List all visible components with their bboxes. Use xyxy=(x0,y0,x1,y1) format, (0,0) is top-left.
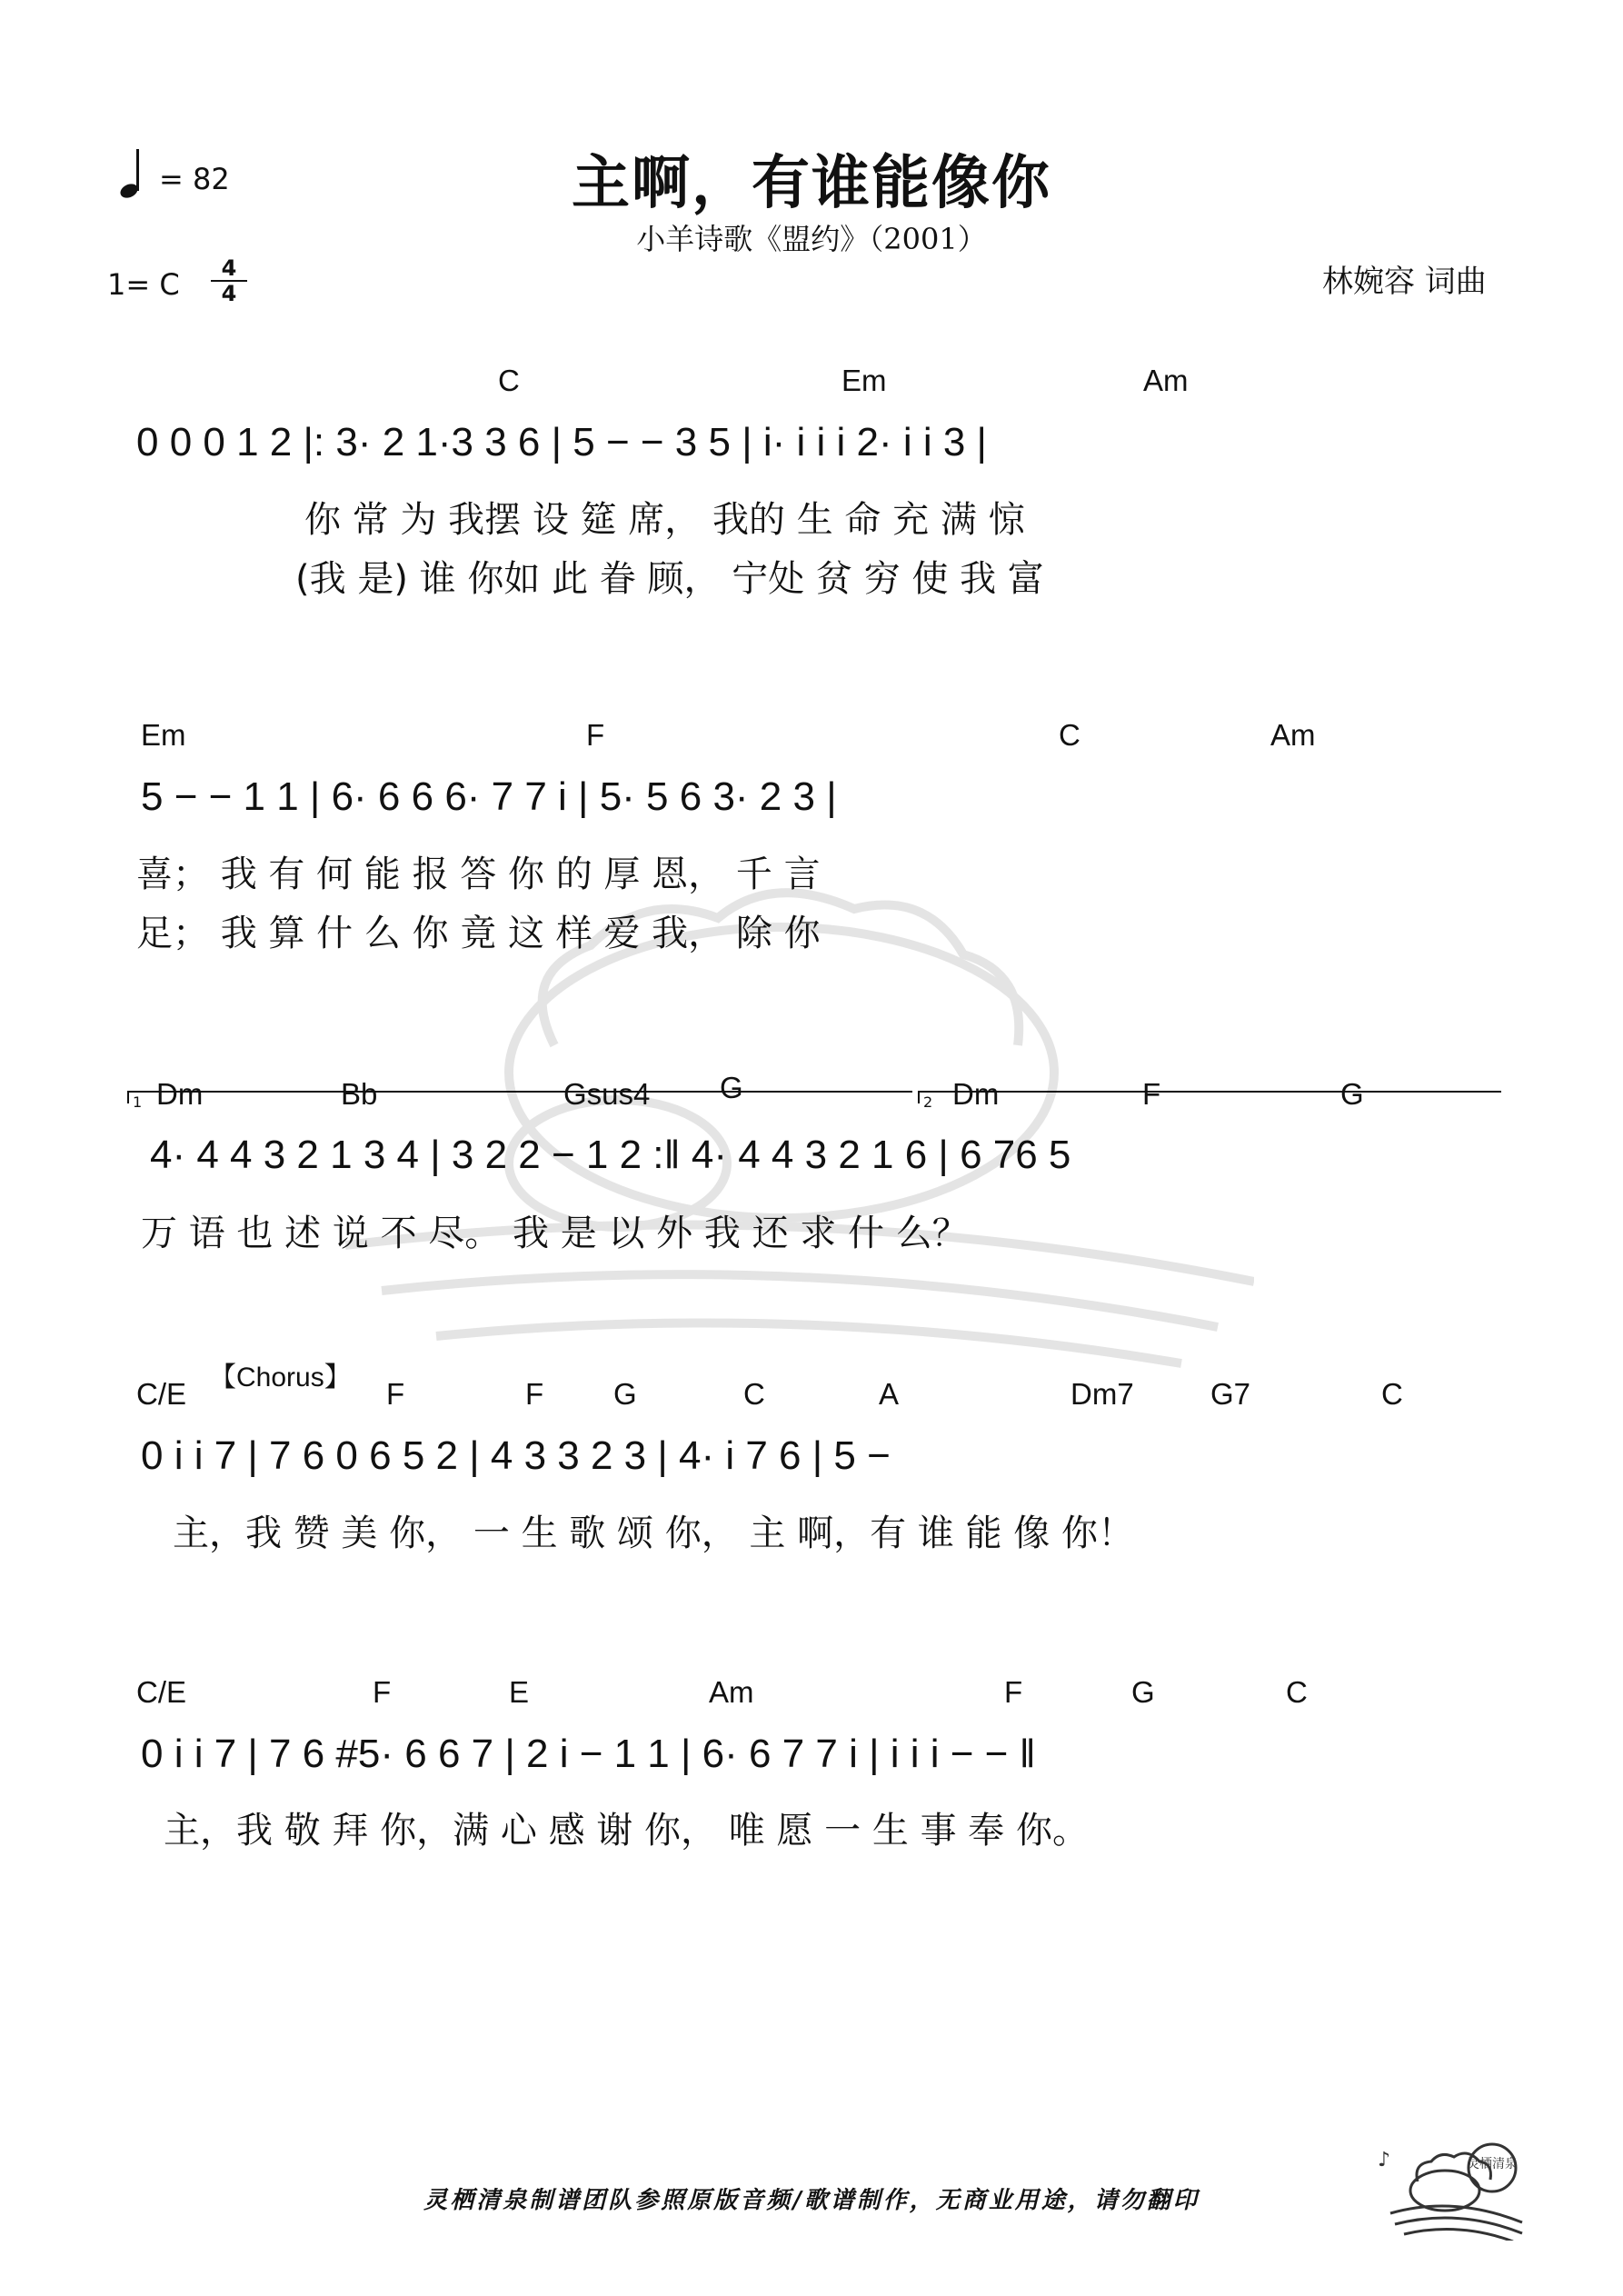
chord-label: C xyxy=(1059,718,1080,752)
chord-label: F xyxy=(586,718,605,752)
chord-label: E xyxy=(509,1675,530,1709)
chord-label: C/E xyxy=(136,1377,187,1411)
key-signature: 1= C xyxy=(107,267,180,302)
song-title: 主啊，有谁能像你 xyxy=(572,150,1051,217)
notation-line: 0 i i 7 | 7 6 0 6 5 2 | 4 3 3 2 3 | 4· i 7 6 | 5 − xyxy=(141,1433,891,1478)
chord-label: Am xyxy=(1270,718,1316,752)
chord-label: C xyxy=(1286,1675,1308,1709)
time-numerator: 4 xyxy=(221,255,237,281)
chord-label: Dm xyxy=(156,1077,204,1111)
chord-label: Am xyxy=(1143,364,1189,397)
copyright-notice: 灵栖清泉制谱团队参照原版音频/歌谱制作，无商业用途，请勿翻印 xyxy=(423,2187,1200,2214)
second-ending-number: 2 xyxy=(923,1093,933,1111)
chord-label: G xyxy=(1131,1675,1155,1709)
lyric-line-verse-2: 足； 我 算 什 么 你 竟 这 样 爱 我， 除 你 xyxy=(136,913,821,954)
chord-label: Dm xyxy=(952,1077,1000,1111)
lamb-logo-icon xyxy=(1372,2141,1527,2241)
first-ending-bracket xyxy=(127,1091,912,1103)
chord-label: A xyxy=(879,1377,900,1411)
chord-label: G7 xyxy=(1210,1377,1251,1411)
notation-line: 0 i i 7 | 7 6 #5· 6 6 7 | 2 i − 1 1 | 6· 6 7 7 i | i i i − − ‖ xyxy=(141,1732,1036,1776)
composer-credit: 林婉容 词曲 xyxy=(1322,264,1487,300)
tempo-value: = 82 xyxy=(159,162,230,196)
time-signature xyxy=(211,256,247,305)
chord-label: F xyxy=(1004,1675,1023,1709)
notation-line: 4· 4 4 3 2 1 3 4 | 3 2 2 − 1 2 :‖ 4· 4 4 3 2 1 6 | 6 76 5 xyxy=(150,1133,1071,1177)
chord-label: Gsus4 xyxy=(563,1077,651,1111)
chord-label: Bb xyxy=(341,1077,378,1111)
notation-line: 5 − − 1 1 | 6· 6 6 6· 7 7 i | 5· 5 6 3· 2 3 | xyxy=(141,774,837,819)
first-ending-number: 1 xyxy=(133,1093,143,1111)
chord-label: Em xyxy=(141,718,186,752)
lyric-line: 主，我 赞 美 你， 一 生 歌 颂 你， 主 啊，有 谁 能 像 你！ xyxy=(173,1512,1135,1554)
chord-label: C xyxy=(498,364,520,397)
chord-label: F xyxy=(1142,1077,1161,1111)
music-note-icon: ♪ xyxy=(1378,2149,1391,2171)
chord-label: G xyxy=(720,1071,743,1104)
chord-label: C/E xyxy=(136,1675,187,1709)
lyric-line: 主，我 敬 拜 你，满 心 感 谢 你， 唯 愿 一 生 事 奉 你。 xyxy=(164,1810,1090,1852)
lyric-line: 万 语 也 述 说 不 尽。 我 是 以 外 我 还 求 什 么？ xyxy=(141,1213,969,1254)
notation-line: 0 0 0 1 2 |: 3· 2 1·3 3 6 | 5 − − 3 5 | i· i i i 2· i i 3 | xyxy=(136,420,987,464)
chord-label: Em xyxy=(841,364,887,397)
chord-label: Dm7 xyxy=(1070,1377,1134,1411)
second-ending-bracket xyxy=(918,1091,1501,1103)
chord-label: F xyxy=(525,1377,544,1411)
chord-label: Am xyxy=(709,1675,754,1709)
chord-label: G xyxy=(613,1377,637,1411)
lyric-line-verse-1: 你 常 为 我摆 设 筵 席， 我的 生 命 充 满 惊 xyxy=(304,499,1025,541)
time-denominator: 4 xyxy=(211,280,247,305)
chorus-label: 【Chorus】 xyxy=(209,1363,352,1393)
chord-label: F xyxy=(386,1377,405,1411)
lyric-line-verse-2: (我 是) 谁 你如 此 眷 顾， 宁处 贫 穷 使 我 富 xyxy=(295,558,1044,600)
lyric-line-verse-1: 喜； 我 有 何 能 报 答 你 的 厚 恩， 千 言 xyxy=(136,854,821,895)
chord-label: G xyxy=(1340,1077,1364,1111)
chord-label: C xyxy=(1381,1377,1403,1411)
logo-text: 灵栖清泉 xyxy=(1467,2157,1518,2171)
chord-label: F xyxy=(373,1675,392,1709)
chord-label: C xyxy=(743,1377,765,1411)
song-subtitle: 小羊诗歌《盟约》（2001） xyxy=(636,222,987,256)
